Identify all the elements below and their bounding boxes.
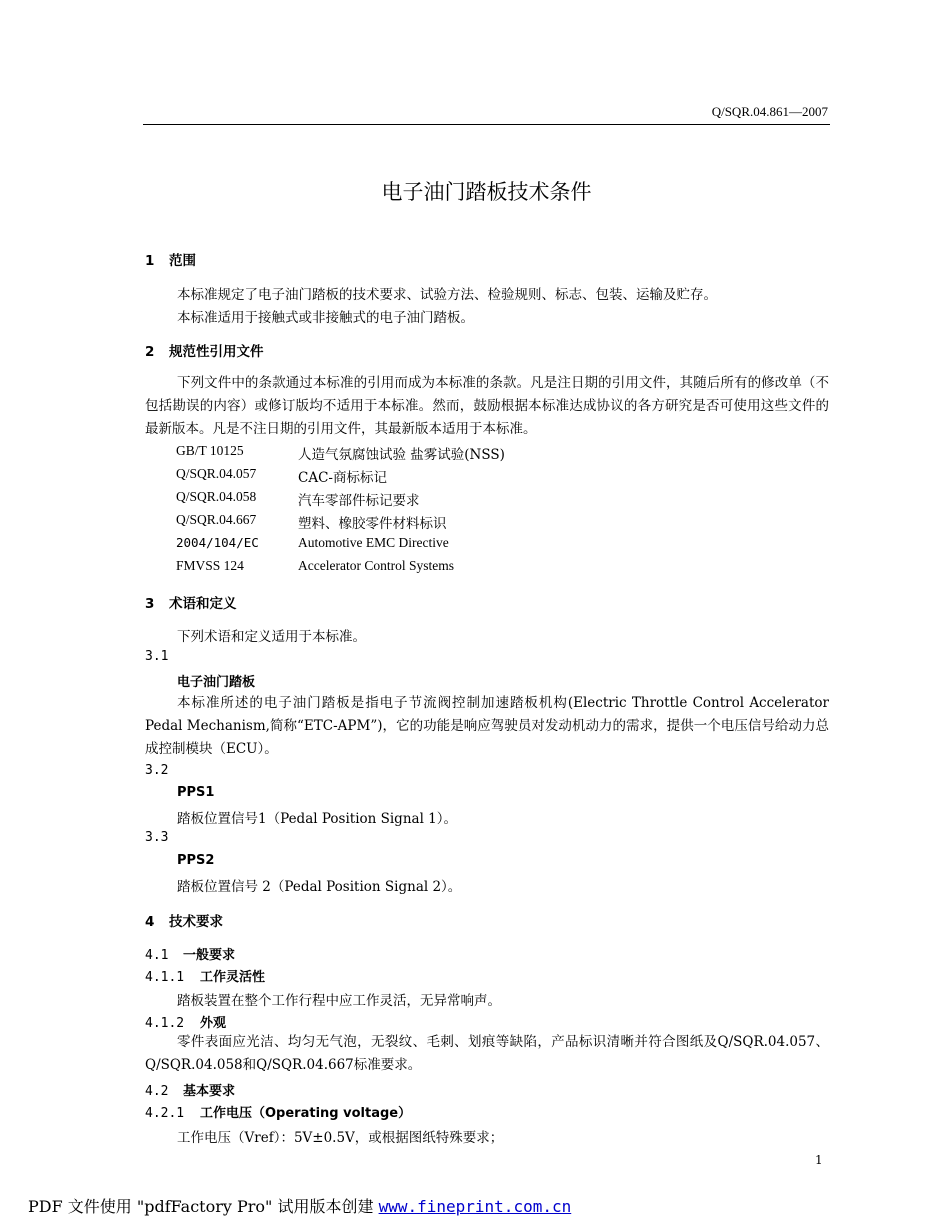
term-number: 3.3 [145, 830, 169, 845]
ref-title: 人造气氛腐蚀试验 盐雾试验(NSS) [298, 447, 505, 463]
ref-title: Automotive EMC Directive [298, 535, 449, 550]
section-1-heading: 1 范围 [145, 253, 196, 269]
subsection-heading: 4.2 基本要求 [145, 1084, 236, 1099]
subsection-heading: 4.2.1 工作电压（Operating voltage） [145, 1106, 412, 1121]
subsection-heading: 4.1.2 外观 [145, 1016, 227, 1031]
ref-title: 塑料、橡胶零件材料标识 [298, 516, 447, 532]
section-2-heading: 2 规范性引用文件 [145, 344, 264, 360]
pdf-footer [28, 1194, 571, 1217]
subsection-heading: 4.1.1 工作灵活性 [145, 970, 266, 985]
header-divider [143, 124, 830, 125]
section-1-para-2: 本标准适用于接触式或非接触式的电子油门踏板。 [177, 310, 474, 326]
term-name: PPS2 [177, 853, 215, 868]
footer-link[interactable]: www.fineprint.com.cn [378, 1197, 572, 1216]
term-definition: 本标准所述的电子油门踏板是指电子节流阀控制加速踏板机构(Electric Throttle Control Accelerator Pedal Mechanism,简称“ETC-APM”)，它的功能是响应驾驶员对发动机动力的需求，提供一个电压信号给动力总成控制模块（ECU）。 [145, 695, 829, 757]
footer-text: PDF 文件使用 "pdfFactory Pro" 试用版本创建 [28, 1197, 379, 1216]
subsection-text: 踏板装置在整个工作行程中应工作灵活，无异常响声。 [177, 993, 501, 1009]
term-definition: 踏板位置信号1（Pedal Position Signal 1）。 [177, 811, 458, 827]
section-3-intro: 下列术语和定义适用于本标准。 [177, 629, 366, 645]
ref-code: Q/SQR.04.058 [176, 489, 257, 504]
ref-code: Q/SQR.04.667 [176, 512, 257, 527]
ref-title: 汽车零部件标记要求 [298, 493, 420, 509]
term-number: 3.1 [145, 649, 169, 664]
term-name: 电子油门踏板 [177, 675, 256, 690]
term-name: PPS1 [177, 785, 215, 800]
ref-code: GB/T 10125 [176, 443, 244, 458]
term-definition: 踏板位置信号 2（Pedal Position Signal 2）。 [177, 879, 462, 895]
subsection-text: 零件表面应光洁、均匀无气泡，无裂纹、毛刺、划痕等缺陷，产品标识清晰并符合图纸及Q/SQR.04.057、Q/SQR.04.058和Q/SQR.04.667标准要求。 [145, 1034, 829, 1073]
subsection-heading: 4.1 一般要求 [145, 948, 236, 963]
document-code: Q/SQR.04.861—2007 [711, 104, 828, 119]
page-number: 1 [815, 1153, 823, 1167]
term-number: 3.2 [145, 763, 169, 778]
section-4-heading: 4 技术要求 [145, 914, 223, 930]
section-1-para-1: 本标准规定了电子油门踏板的技术要求、试验方法、检验规则、标志、包装、运输及贮存。 [177, 287, 717, 303]
document-title: 电子油门踏板技术条件 [381, 180, 592, 204]
ref-title: Accelerator Control Systems [298, 558, 454, 573]
subsection-text: 工作电压（Vref）：5V±0.5V，或根据图纸特殊要求； [177, 1130, 504, 1146]
ref-code: 2004/104/EC [176, 535, 259, 550]
ref-title: CAC-商标标记 [298, 470, 387, 486]
ref-code: FMVSS 124 [176, 558, 244, 573]
section-3-heading: 3 术语和定义 [145, 596, 237, 612]
ref-code: Q/SQR.04.057 [176, 466, 257, 481]
section-2-paragraph: 下列文件中的条款通过本标准的引用而成为本标准的条款。凡是注日期的引用文件，其随后所有的修改单（不包括勘误的内容）或修订版均不适用于本标准。然而，鼓励根据本标准达成协议的各方研究是否可使用这些文件的最新版本。凡是不注日期的引用文件，其最新版本适用于本标准。 [145, 375, 829, 437]
